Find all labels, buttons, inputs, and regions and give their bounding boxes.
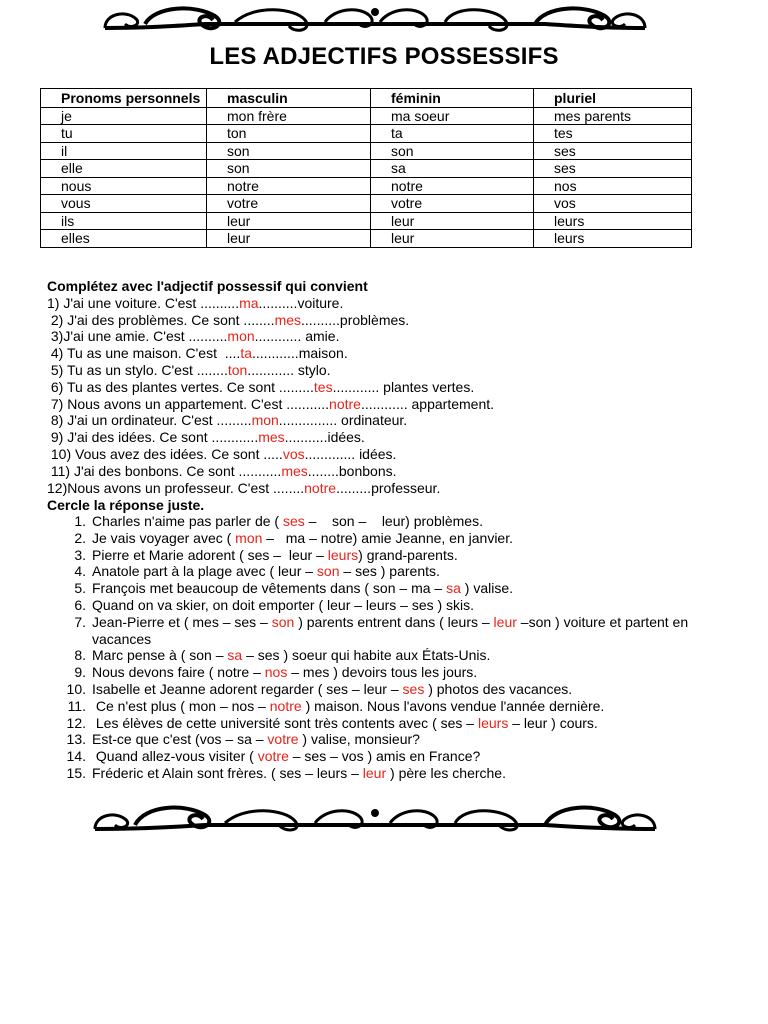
exercise-line: 10) Vous avez des idées. Ce sont .....vos............. idées. bbox=[47, 445, 397, 462]
answer: leur bbox=[362, 764, 387, 781]
table-cell: ils bbox=[41, 212, 207, 230]
answer: leurs bbox=[327, 546, 359, 563]
answer: ses bbox=[402, 680, 425, 697]
table-cell: elle bbox=[41, 160, 207, 178]
table-cell: mon frère bbox=[207, 107, 371, 125]
answer: mes bbox=[258, 429, 285, 446]
exercise-2-list bbox=[40, 513, 693, 782]
table-cell: notre bbox=[371, 177, 534, 195]
exercise-line: 5) Tu as un stylo. C'est ........ton............ stylo. bbox=[47, 361, 331, 378]
answer: nos bbox=[264, 664, 288, 681]
table-cell: leurs bbox=[534, 212, 692, 230]
table-cell: nous bbox=[41, 177, 207, 195]
table-header-row bbox=[41, 89, 692, 108]
list-item: 2. Je vais voyager avec ( mon – ma – notre) amie Jeanne, en janvier. bbox=[74, 529, 513, 546]
list-item: 3. Pierre et Marie adorent ( ses – leur – leurs) grand-parents. bbox=[74, 546, 458, 563]
exercise-line: 11) J'ai des bonbons. Ce sont ...........mes........bonbons. bbox=[47, 462, 397, 479]
exercise-2-heading: Cercle la réponse juste. bbox=[47, 497, 205, 513]
table-cell: leur bbox=[207, 230, 371, 248]
answer: leurs bbox=[477, 714, 509, 731]
answer: ta bbox=[240, 345, 253, 362]
list-item: 10. Isabelle et Jeanne adorent regarder ( ses – leur – ses ) photos des vacances. bbox=[66, 680, 573, 697]
table-cell: ses bbox=[534, 160, 692, 178]
answer: notre bbox=[304, 479, 337, 496]
answer: mes bbox=[274, 311, 302, 328]
list-item: 13. Est-ce que c'est (vos – sa – votre ) valise, monsieur? bbox=[66, 731, 420, 748]
answer: ses bbox=[282, 513, 305, 529]
ornament-bottom-icon bbox=[85, 795, 665, 835]
answer: mes bbox=[281, 462, 308, 479]
answer: votre bbox=[257, 748, 289, 765]
table-cell: leur bbox=[207, 212, 371, 230]
answer: votre bbox=[267, 731, 299, 748]
exercise-line: 12)Nous avons un professeur. C'est ........notre.........professeur. bbox=[47, 479, 441, 496]
answer: son bbox=[316, 563, 340, 580]
exercise-line: 2) J'ai des problèmes. Ce sont ........mes..........problèmes. bbox=[47, 311, 410, 328]
table-cell: votre bbox=[207, 195, 371, 213]
answer: tes bbox=[313, 378, 333, 395]
exercise-line: 7) Nous avons un appartement. C'est ...........notre............ appartement. bbox=[47, 395, 495, 412]
list-item: 1. Charles n'aime pas parler de ( ses – son – leur) problèmes. bbox=[74, 513, 483, 529]
list-item: 4. Anatole part à la plage avec ( leur – son – ses ) parents. bbox=[74, 563, 440, 580]
answer: sa bbox=[446, 580, 461, 597]
answer: ma bbox=[239, 294, 259, 311]
header-pronoms: Pronoms personnels bbox=[41, 89, 207, 108]
table-row bbox=[41, 195, 692, 213]
answer: ton bbox=[227, 361, 248, 378]
table-row bbox=[41, 107, 692, 125]
exercise-line: 6) Tu as des plantes vertes. Ce sont .........tes............ plantes vertes. bbox=[47, 378, 475, 395]
table-cell: son bbox=[207, 142, 371, 160]
exercise-1 bbox=[47, 278, 494, 496]
table-cell: leur bbox=[371, 230, 534, 248]
answer: notre bbox=[269, 697, 302, 714]
table-cell: mes parents bbox=[534, 107, 692, 125]
list-item: 8. Marc pense à ( son – sa – ses ) soeur qui habite aux États-Unis. bbox=[74, 647, 491, 664]
table-row bbox=[41, 230, 692, 248]
answer: vos bbox=[282, 445, 305, 462]
table-cell: leur bbox=[371, 212, 534, 230]
list-item: 7. Jean-Pierre et ( mes – ses – son ) parents entrent dans ( leurs – leur –son ) voiture et partent en vacances bbox=[74, 613, 693, 647]
table-cell: tes bbox=[534, 125, 692, 143]
answer: mon bbox=[227, 328, 255, 345]
table-cell: vos bbox=[534, 195, 692, 213]
table-cell: ses bbox=[534, 142, 692, 160]
table-cell: vous bbox=[41, 195, 207, 213]
table-cell: ma soeur bbox=[371, 107, 534, 125]
table-row bbox=[41, 177, 692, 195]
list-item: 14. Quand allez-vous visiter ( votre – ses – vos ) amis en France? bbox=[66, 748, 481, 765]
table-cell: nos bbox=[534, 177, 692, 195]
answer: leur bbox=[493, 613, 517, 630]
header-pluriel: pluriel bbox=[534, 89, 692, 108]
list-item: 9. Nous devons faire ( notre – nos – mes ) devoirs tous les jours. bbox=[74, 664, 478, 681]
list-item: 15. Fréderic et Alain sont frères. ( ses – leurs – leur ) père les cherche. bbox=[66, 764, 506, 781]
answer: son bbox=[271, 613, 295, 630]
exercise-1-heading: Complétez avec l'adjectif possessif qui convient bbox=[47, 278, 368, 294]
table-cell: son bbox=[207, 160, 371, 178]
table-row bbox=[41, 142, 692, 160]
header-feminin: féminin bbox=[371, 89, 534, 108]
exercise-line: 8) J'ai un ordinateur. C'est .........mon............... ordinateur. bbox=[47, 412, 408, 429]
table-cell: tu bbox=[41, 125, 207, 143]
table-row bbox=[41, 212, 692, 230]
table-cell: notre bbox=[207, 177, 371, 195]
table-cell: ton bbox=[207, 125, 371, 143]
list-item: 5. François met beaucoup de vêtements dans ( son – ma – sa ) valise. bbox=[74, 580, 514, 597]
answer: mon bbox=[235, 529, 263, 546]
table-cell: elles bbox=[41, 230, 207, 248]
page-title: LES ADJECTIFS POSSESSIFS bbox=[209, 43, 559, 70]
answer: mon bbox=[251, 412, 279, 429]
header-masculin: masculin bbox=[207, 89, 371, 108]
exercise-line: 4) Tu as une maison. C'est ....ta............maison. bbox=[47, 345, 348, 362]
possessive-table bbox=[40, 88, 692, 248]
table-cell: sa bbox=[371, 160, 534, 178]
exercise-line: 1) J'ai une voiture. C'est ..........ma..........voiture. bbox=[47, 294, 344, 311]
table-cell: leurs bbox=[534, 230, 692, 248]
answer: notre bbox=[329, 395, 361, 412]
table-cell: je bbox=[41, 107, 207, 125]
ornament-top-icon bbox=[85, 0, 665, 40]
list-item: 11. Ce n'est plus ( mon – nos – notre ) maison. Nous l'avons vendue l'année dernière. bbox=[67, 697, 605, 714]
table-cell: son bbox=[371, 142, 534, 160]
answer: sa bbox=[227, 647, 243, 664]
table-row bbox=[41, 160, 692, 178]
exercise-line: 9) J'ai des idées. Ce sont ............mes...........idées. bbox=[47, 429, 365, 446]
table-cell: il bbox=[41, 142, 207, 160]
list-item: 12. Les élèves de cette université sont très contents avec ( ses – leurs – leur ) cours. bbox=[66, 714, 598, 731]
list-item: 6. Quand on va skier, on doit emporter ( leur – leurs – ses ) skis. bbox=[74, 596, 475, 613]
table-cell: votre bbox=[371, 195, 534, 213]
exercise-line: 3)J'ai une amie. C'est ..........mon............ amie. bbox=[47, 328, 340, 345]
table-cell: ta bbox=[371, 125, 534, 143]
table-row bbox=[41, 125, 692, 143]
